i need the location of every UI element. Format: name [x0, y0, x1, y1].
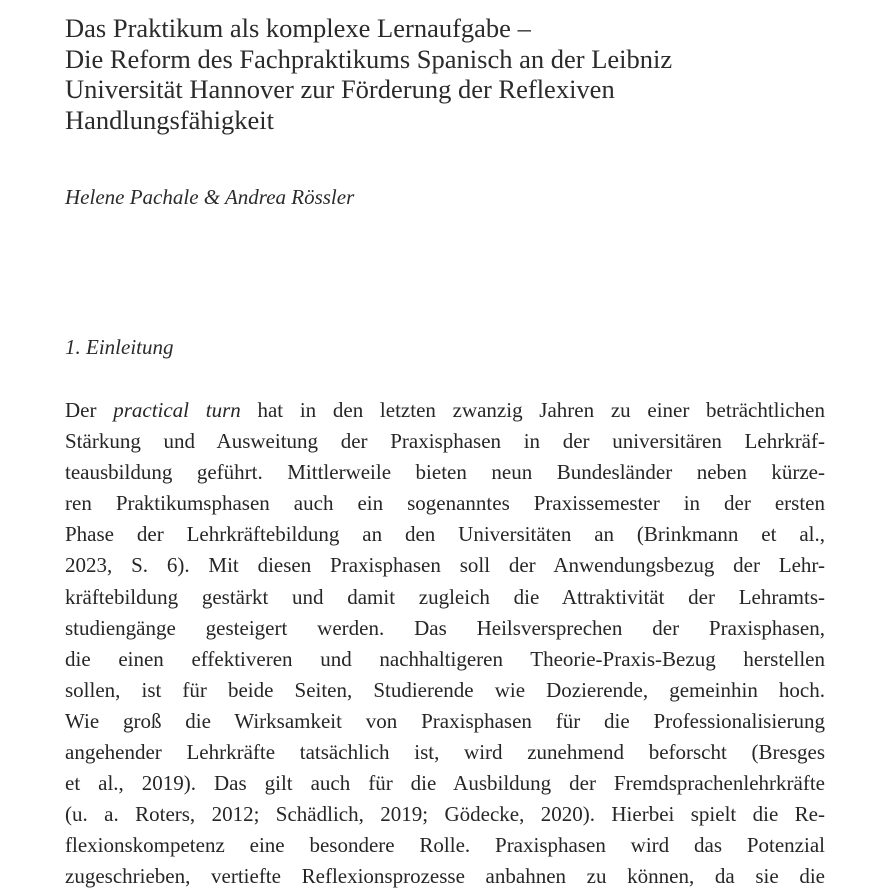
authors: Helene Pachale & Andrea Rössler — [65, 185, 355, 209]
body-line-text: hat in den letzten zwanzig Jahren zu einer beträchtlichen — [240, 398, 825, 422]
body-paragraph — [65, 395, 825, 893]
body-line: angehender Lehrkräfte tatsächlich ist, wird zunehmend beforscht (Bresges — [65, 740, 825, 765]
title-line: Die Reform des Fachpraktikums Spanisch an der Leibniz — [65, 43, 673, 74]
article-title — [65, 13, 845, 135]
body-line: (u. a. Roters, 2012; Schädlich, 2019; Gödecke, 2020). Hierbei spielt die Re- — [65, 802, 825, 827]
body-line: kräftebildung gestärkt und damit zugleich die Attraktivität der Lehramts- — [65, 584, 825, 609]
body-line-text: Der — [65, 398, 114, 422]
body-line: sollen, ist für beide Seiten, Studierende wie Dozierende, gemeinhin hoch. — [65, 677, 825, 702]
body-line: Stärkung und Ausweitung der Praxisphasen in der universitären Lehrkräf- — [65, 429, 825, 454]
emphasized-term: practical turn — [113, 398, 241, 422]
body-line: Wie groß die Wirksamkeit von Praxisphasen für die Professionalisierung — [65, 708, 825, 733]
body-line: 2023, S. 6). Mit diesen Praxisphasen soll der Anwendungsbezug der Lehr- — [65, 553, 825, 578]
body-line: die einen effektiveren und nachhaltigeren Theorie-Praxis-Bezug herstellen — [65, 646, 825, 671]
body-line: Phase der Lehrkräftebildung an den Universitäten an (Brinkmann et al., — [65, 522, 825, 547]
body-line: studiengänge gesteigert werden. Das Heilsversprechen der Praxisphasen, — [65, 615, 825, 640]
body-line: teausbildung geführt. Mittlerweile bieten neun Bundesländer neben kürze- — [65, 460, 825, 485]
body-line: zugeschrieben, vertiefte Reflexionsprozesse anbahnen zu können, da sie die — [65, 864, 825, 889]
body-line: ren Praktikumsphasen auch ein sogenanntes Praxissemester in der ersten — [65, 491, 825, 516]
title-line: Handlungsfähigkeit — [65, 104, 275, 135]
body-line: flexionskompetenz eine besondere Rolle. Praxisphasen wird das Potenzial — [65, 833, 825, 858]
section-heading: 1. Einleitung — [65, 335, 174, 359]
body-line: et al., 2019). Das gilt auch für die Ausbildung der Fremdsprachenlehrkräfte — [65, 771, 825, 796]
title-line: Das Praktikum als komplexe Lernaufgabe – — [65, 13, 531, 43]
title-line: Universität Hannover zur Förderung der Reflexiven — [65, 74, 615, 104]
body-line — [65, 395, 825, 426]
